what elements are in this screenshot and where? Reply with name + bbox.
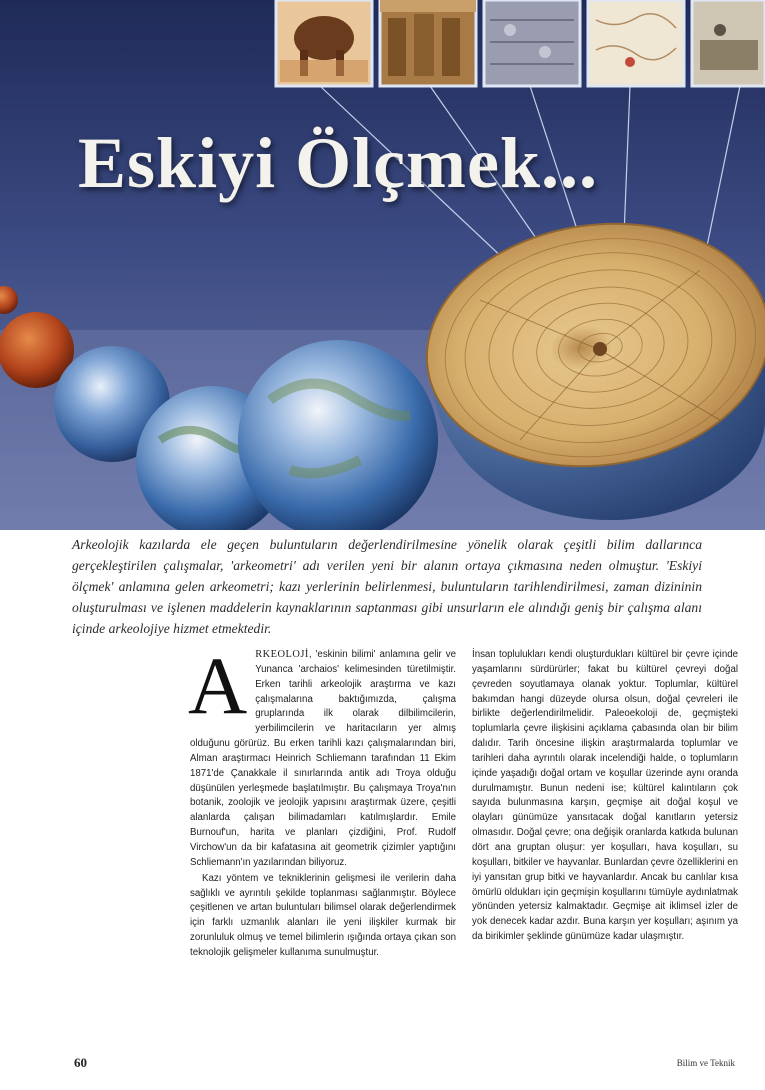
panel-map [588, 0, 684, 86]
article-paragraph-3: İnsan toplulukları kendi oluşturdukları kültürel bir çevre içinde yaşamlarını sürdürürler; fakat bu kültürel çevreyi doğal çevreden soyutlamaya olanak yoktur. Toplumlar, kültürel bakımdan hangi düzeyde olursa olsun, doğal çevreleri ile birlikte değerlendirilmelidir. Paleoekoloji de, geçmişteki toplumlarla çevre ilişkisini açıklama çabasında olan bir bilim dalıdır. Tarih öncesine ilişkin araştırmalarda toplumlar ve tarihleri daha ayrıntılı olarak incelendiği halde, o toplumların içinde yaşadığı doğal ortam ve koşullar üzerinde aynı oranda durulmamıştır. Bunun nedeni ise; kültürel kalıntıların çok sayıda bulunmasına karşın, geçmişe ait doğal koşul ve olayları günümüze yansıtacak doğal kanıtların yetersiz olmasıdır. Doğal çevre; ona değişik oranlarda katkıda bulunan dört ana gruptan oluşur: yer koşulları, hava koşulları, su koşulları, bitkiler ve hayvanlar. Bunlardan çevre özelliklerini en iyi yansıtan grup bitki ve hayvanlardır. Ancak bu canlılar kısa ömürlü oldukları için geçmişin koşullarını tümüyle aydınlatmak yönünden yetersiz kalmaktadır. Geçmişe ait iklimsel izler de yok denecek kadar azdır. Buna karşın yer koşulları; aşınım ya da birikimler şeklinde günümüze kadar ulaşmıştır. [472, 649, 738, 943]
hero-artwork [0, 0, 765, 530]
panel-mammoth [276, 0, 372, 86]
lead-word: RKEOLOJİ [255, 649, 309, 660]
panel-temple [380, 0, 476, 86]
article-column-right [472, 648, 738, 945]
hero-title: Eskiyi Ölçmek... [78, 123, 599, 203]
hero-illustration [0, 0, 765, 530]
article-paragraph-1 [188, 640, 456, 871]
paragraph-1-text: , 'eskinin bilimi' anlamına gelir ve Yunanca 'archaios' kelimesinden türetilmiştir. Erken tarihli arkeolojik araştırma ve kazı çalışmalarına baktığımızda, çalışma gruplarında ilk olarak dilbilimcilerin, yerbilimcilerin ve haritacıların yer almış olduğunu görürüz. Bu erken tarihli kazı çalışmalarından biri, Alman araştırmacı Heinrich Schliemann tarafından 11 Ekim 1871'de Çanakkale il sınırlarında antik adı Troya olduğu düşünülen yerleşmede başlatılmıştır. Bu çalışmaya Troya'nın botanik, zoolojik ve jeolojik yapısını araştırmak üzere, çeşitli alanlarda çalışan bilimadamları katılmışlardır. Emile Burnouf'un, harita ve planları çizdiğini, Prof. Rudolf Virchow'un da bir kafatasına ait geometrik çizimler yaptığını Schliemann'ın yazılarından biliyoruz. [190, 649, 456, 868]
article-column-left [188, 640, 456, 961]
panel-relief [484, 0, 580, 86]
page-number: 60 [74, 1055, 87, 1070]
panel-excavation [692, 0, 765, 86]
drop-cap: A [188, 640, 248, 731]
article-paragraph-2: Kazı yöntem ve tekniklerinin gelişmesi ile verilerin daha sağlıklı ve ayrıntılı şekilde toplanması sağlanmıştır. Böylece çeşitlenen ve artan buluntuları bilimsel olarak değerlendirmek için farklı uzmanlık alanları ile yeni ilişkiler kurmak bir zorunluluk olmuş ve temel bilimlerin ışığında ortaya çıkan son teknolojik gelişmeler kullanıma sunulmuştur. [190, 872, 456, 958]
lead-paragraph: Arkeolojik kazılarda ele geçen buluntuların değerlendirilmesine yönelik olarak çeşitli bilim dallarınca gerçekleştirilen çalışmalar, 'arkeometri' adı verilen yeni bir alanın ortaya çıkmasına neden olmuştur. 'Eskiyi ölçmek' anlamına gelen arkeometri; kazı yerlerinin belirlenmesi, buluntuların tarihlendirilmesi, zaman dizininin oluşturulması ve işlenen maddelerin kaynaklarının saptanması gibi unsurların ele alındığı geniş bir çalışma alanı içinde arkeolojiye hizmet etmektedir. [72, 537, 702, 636]
magazine-name: Bilim ve Teknik [676, 1058, 735, 1068]
